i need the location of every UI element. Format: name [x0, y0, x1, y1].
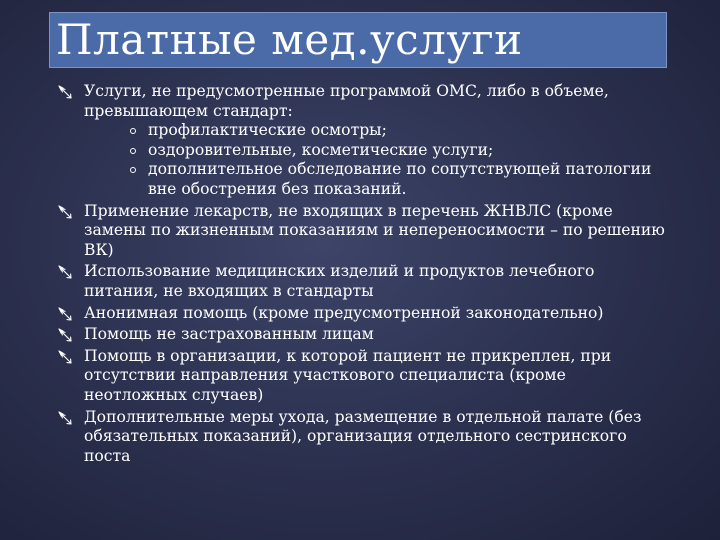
sub-list-item	[84, 160, 668, 199]
sub-item-text: дополнительное обследование по сопутствующей патологии вне обострения без показаний.	[148, 160, 652, 198]
list-item	[58, 82, 668, 200]
feather-arrow-icon	[58, 307, 72, 321]
sub-item-text: оздоровительные, косметические услуги;	[148, 140, 494, 159]
list-item-text: Анонимная помощь (кроме предусмотренной законодательно)	[84, 303, 604, 322]
list-item-text: Услуги, не предусмотренные программой ОМС, либо в объеме, превышающем стандарт:	[84, 82, 609, 120]
list-item	[58, 304, 668, 324]
list-item-text: Помощь не застрахованным лицам	[84, 325, 374, 344]
feather-arrow-icon	[58, 265, 72, 279]
feather-arrow-icon	[58, 350, 72, 364]
circle-bullet-icon	[130, 148, 136, 154]
sub-list-item	[84, 141, 668, 161]
slide-title: Платные мед.услуги	[56, 15, 523, 64]
list-item	[58, 347, 668, 406]
feather-arrow-icon	[58, 411, 72, 425]
list-item	[58, 202, 668, 261]
title-box	[49, 12, 667, 68]
list-item-text: Дополнительные меры ухода, размещение в отдельной палате (без обязательных показаний), организация отдельного сестринского поста	[84, 407, 642, 465]
circle-bullet-icon	[130, 128, 136, 134]
sub-list	[84, 121, 668, 199]
list-item	[58, 262, 668, 301]
list-item-text: Применение лекарств, не входящих в перечень ЖНВЛС (кроме замены по жизненным показаниям и непереносимости – по решению ВК)	[84, 201, 665, 259]
sub-item-text: профилактические осмотры;	[148, 121, 387, 140]
list-item	[58, 325, 668, 345]
circle-bullet-icon	[130, 167, 136, 173]
bullet-list	[58, 82, 668, 468]
feather-arrow-icon	[58, 328, 72, 342]
sub-list-item	[84, 121, 668, 141]
feather-arrow-icon	[58, 85, 72, 99]
feather-arrow-icon	[58, 205, 72, 219]
list-item-text: Использование медицинских изделий и продуктов лечебного питания, не входящих в стандарты	[84, 262, 595, 300]
list-item-text: Помощь в организации, к которой пациент не прикреплен, при отсутствии направления участкового специалиста (кроме неотложных случаев)	[84, 346, 612, 404]
list-item	[58, 408, 668, 467]
